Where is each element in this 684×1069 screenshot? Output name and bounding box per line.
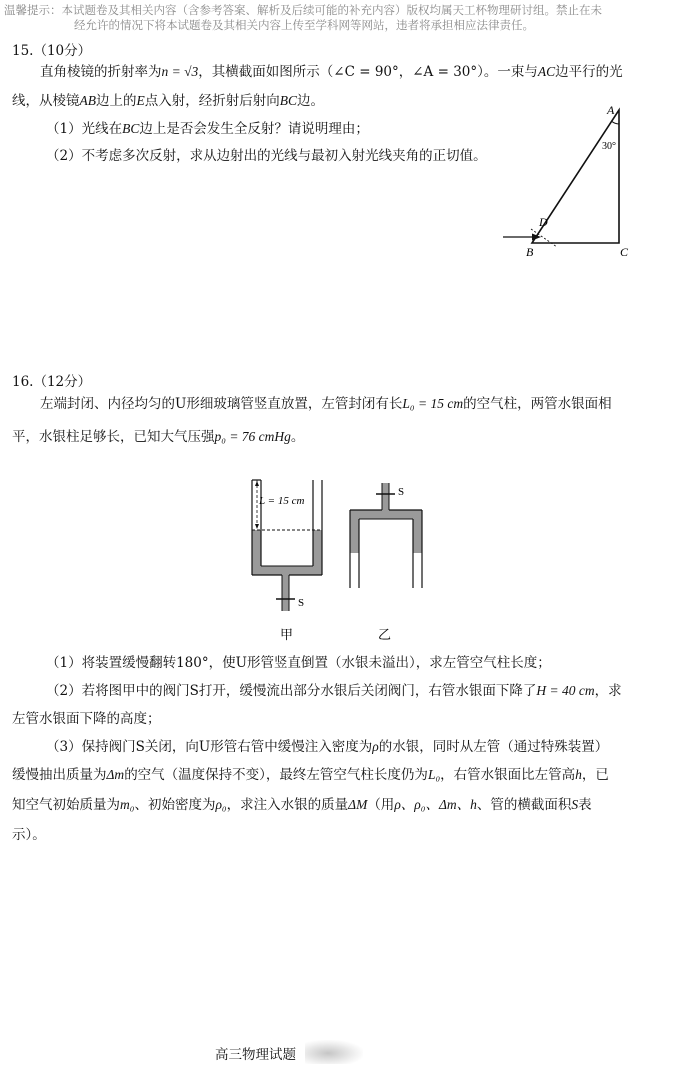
q16-subquestion-2: （2）若将图甲中的阀门S打开，缓慢流出部分水银后关闭阀门，右管水银面下降了H = 40 cm，求 (46, 683, 622, 699)
air-right-yi (413, 553, 422, 588)
u-tube-figure (240, 475, 440, 645)
q16-subquestion-1: （1）将装置缓慢翻转180°，使U形管竖直倒置（水银未溢出），求左管空气柱长度； (46, 655, 551, 671)
q15-subquestion-2: （2）不考虑多次反射，求从边射出的光线与最初入射光线夹角的正切值。 (46, 148, 487, 164)
tube-inner-yi (359, 519, 413, 588)
q16-subquestion-3-line-4: 示）。 (12, 827, 46, 843)
vertex-a-label: A (607, 103, 615, 117)
air-left-yi (350, 553, 359, 588)
q16-intro-line-1: 左端封闭、内径均匀的U形细玻璃管竖直放置，左管封闭有长L₀ = 15 cm的空气柱，两管水银面相 (40, 396, 612, 412)
notice-line-1: 温馨提示：本试题卷及其相关内容（含参考答案、解析及后续可能的补充内容）版权均属天工杯物理研讨组。禁止在未 (4, 3, 602, 17)
q16-subquestion-3-line-2: 缓慢抽出质量为Δm的空气（温度保持不变），最终左管空气柱长度仍为L₀，右管水银面比左管高h，已 (12, 767, 609, 783)
q15-intro-line-1: 直角棱镜的折射率为n = √3，其横截面如图所示（∠C = 90°，∠A = 30°）。一束与AC边平行的光 (40, 64, 623, 80)
q15-header: 15.（10分） (12, 43, 92, 59)
angle-arc (612, 121, 619, 124)
notice-line-2: 经允许的情况下将本试题卷及其相关内容上传至学科网等网站，违者将承担相应法律责任。 (74, 18, 534, 32)
q16-subquestion-2-cont: 左管水银面下降的高度； (12, 711, 161, 727)
prism-figure (495, 100, 645, 265)
q15-subquestion-1: （1）光线在BC边上是否会发生全反射？请说明理由； (46, 121, 369, 137)
angle-label: 30° (602, 141, 616, 152)
vertex-b-label: B (526, 245, 534, 259)
caption-jia: 甲 (280, 627, 294, 642)
ray-arrowhead (532, 234, 541, 241)
q16-subquestion-3-line-3: 知空气初始质量为m₀、初始密度为ρ₀，求注入水银的质量ΔM（用ρ、ρ₀、Δm、h、管的横截面积S表 (12, 797, 592, 813)
valve-stem-yi (382, 483, 389, 510)
point-d-label: D (539, 215, 548, 229)
caption-yi: 乙 (378, 627, 392, 642)
valve-label-yi: S (398, 486, 405, 498)
tube-yi (350, 483, 422, 642)
valve-stem-jia (282, 575, 289, 611)
smudge-mark (305, 1040, 363, 1064)
vertex-c-label: C (620, 245, 629, 259)
valve-label-jia: S (298, 597, 305, 609)
page-footer: 高三物理试题 (215, 1047, 296, 1063)
q15-intro-line-2: 线，从棱镜AB边上的E点入射，经折射后射向BC边。 (12, 93, 325, 109)
tube-inner-jia (261, 530, 313, 566)
q16-intro-line-2: 平，水银柱足够长，已知大气压强p₀ = 76 cmHg。 (12, 429, 305, 445)
q16-subquestion-3: （3）保持阀门S关闭，向U形管右管中缓慢注入密度为ρ的水银，同时从左管（通过特殊装置） (46, 739, 609, 755)
q16-header: 16.（12分） (12, 374, 92, 390)
length-label: L = 15 cm (259, 495, 305, 507)
tube-jia (252, 480, 322, 642)
